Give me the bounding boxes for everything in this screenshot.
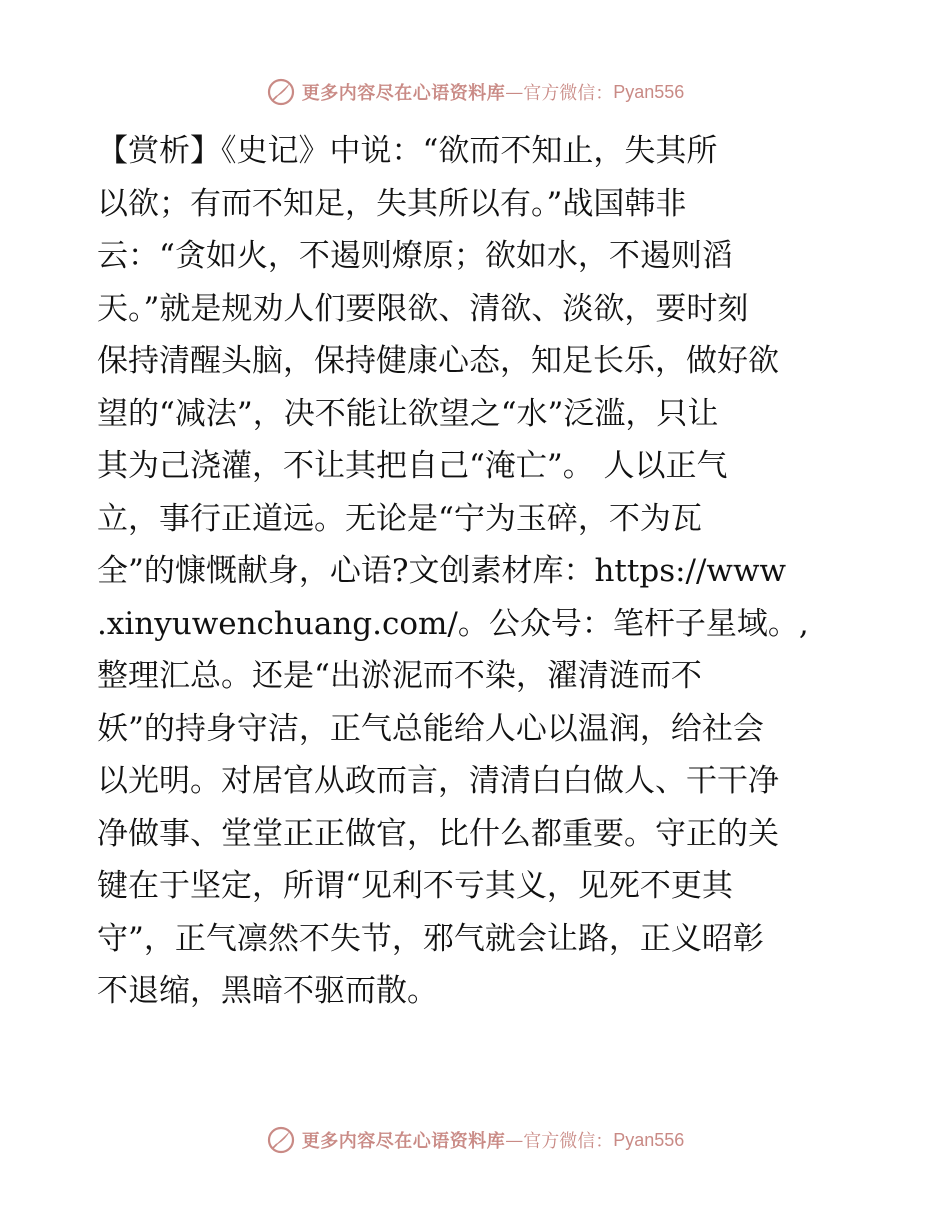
body-line: 全”的慷慨献身，心语?文创素材库：https://www bbox=[97, 553, 787, 589]
article-body bbox=[97, 125, 857, 1018]
banner-dash: — bbox=[505, 1129, 524, 1151]
header-banner bbox=[0, 72, 950, 112]
body-line: 以光明。对居官从政而言，清清白白做人、干干净 bbox=[97, 763, 779, 799]
banner-wechat-label: 官方微信： bbox=[523, 1131, 614, 1152]
quill-logo-icon bbox=[266, 77, 296, 107]
body-line: 保持清醒头脑，保持健康心态，知足长乐，做好欲 bbox=[97, 343, 779, 379]
body-line: 云：“贪如火，不遏则燎原；欲如水，不遏则滔 bbox=[97, 238, 733, 274]
banner-main-text: 更多内容尽在心语资料库 bbox=[301, 1131, 506, 1152]
body-line: 天。”就是规劝人们要限欲、清欲、淡欲，要时刻 bbox=[97, 290, 749, 327]
banner-wechat-label: 官方微信： bbox=[523, 83, 614, 104]
body-line: 【赏析】《史记》中说：“欲而不知止，失其所 bbox=[97, 133, 718, 169]
body-line: 不退缩，黑暗不驱而散。 bbox=[97, 973, 438, 1009]
body-line: 键在于坚定，所谓“见利不亏其义，见死不更其 bbox=[97, 868, 733, 904]
body-line: 其为己浇灌，不让其把自己“淹亡”。 人以正气 bbox=[97, 448, 728, 484]
body-line: 妖”的持身守洁，正气总能给人心以温润，给社会 bbox=[97, 710, 764, 747]
body-line: 望的“减法”，决不能让欲望之“水”泛滥，只让 bbox=[97, 395, 719, 432]
body-line: 守”，正气凛然不失节，邪气就会让路，正义昭彰 bbox=[97, 920, 764, 957]
quill-logo-icon bbox=[266, 1125, 296, 1155]
body-line: 立，事行正道远。无论是“宁为玉碎，不为瓦 bbox=[97, 500, 702, 537]
body-line: 整理汇总。还是“出淤泥而不染，濯清涟而不 bbox=[97, 658, 702, 694]
banner-dash: — bbox=[505, 81, 524, 103]
footer-banner bbox=[0, 1120, 950, 1160]
banner-wechat-id: Pyan556 bbox=[613, 81, 685, 102]
banner-wechat-id: Pyan556 bbox=[613, 1129, 685, 1150]
body-line: .xinyuwenchuang.com/。公众号：笔杆子星域。, bbox=[97, 605, 809, 642]
banner-main-text: 更多内容尽在心语资料库 bbox=[301, 83, 506, 104]
body-line: 净做事、堂堂正正做官，比什么都重要。守正的关 bbox=[97, 815, 779, 852]
body-line: 以欲；有而不知足，失其所以有。”战国韩非 bbox=[97, 185, 687, 222]
